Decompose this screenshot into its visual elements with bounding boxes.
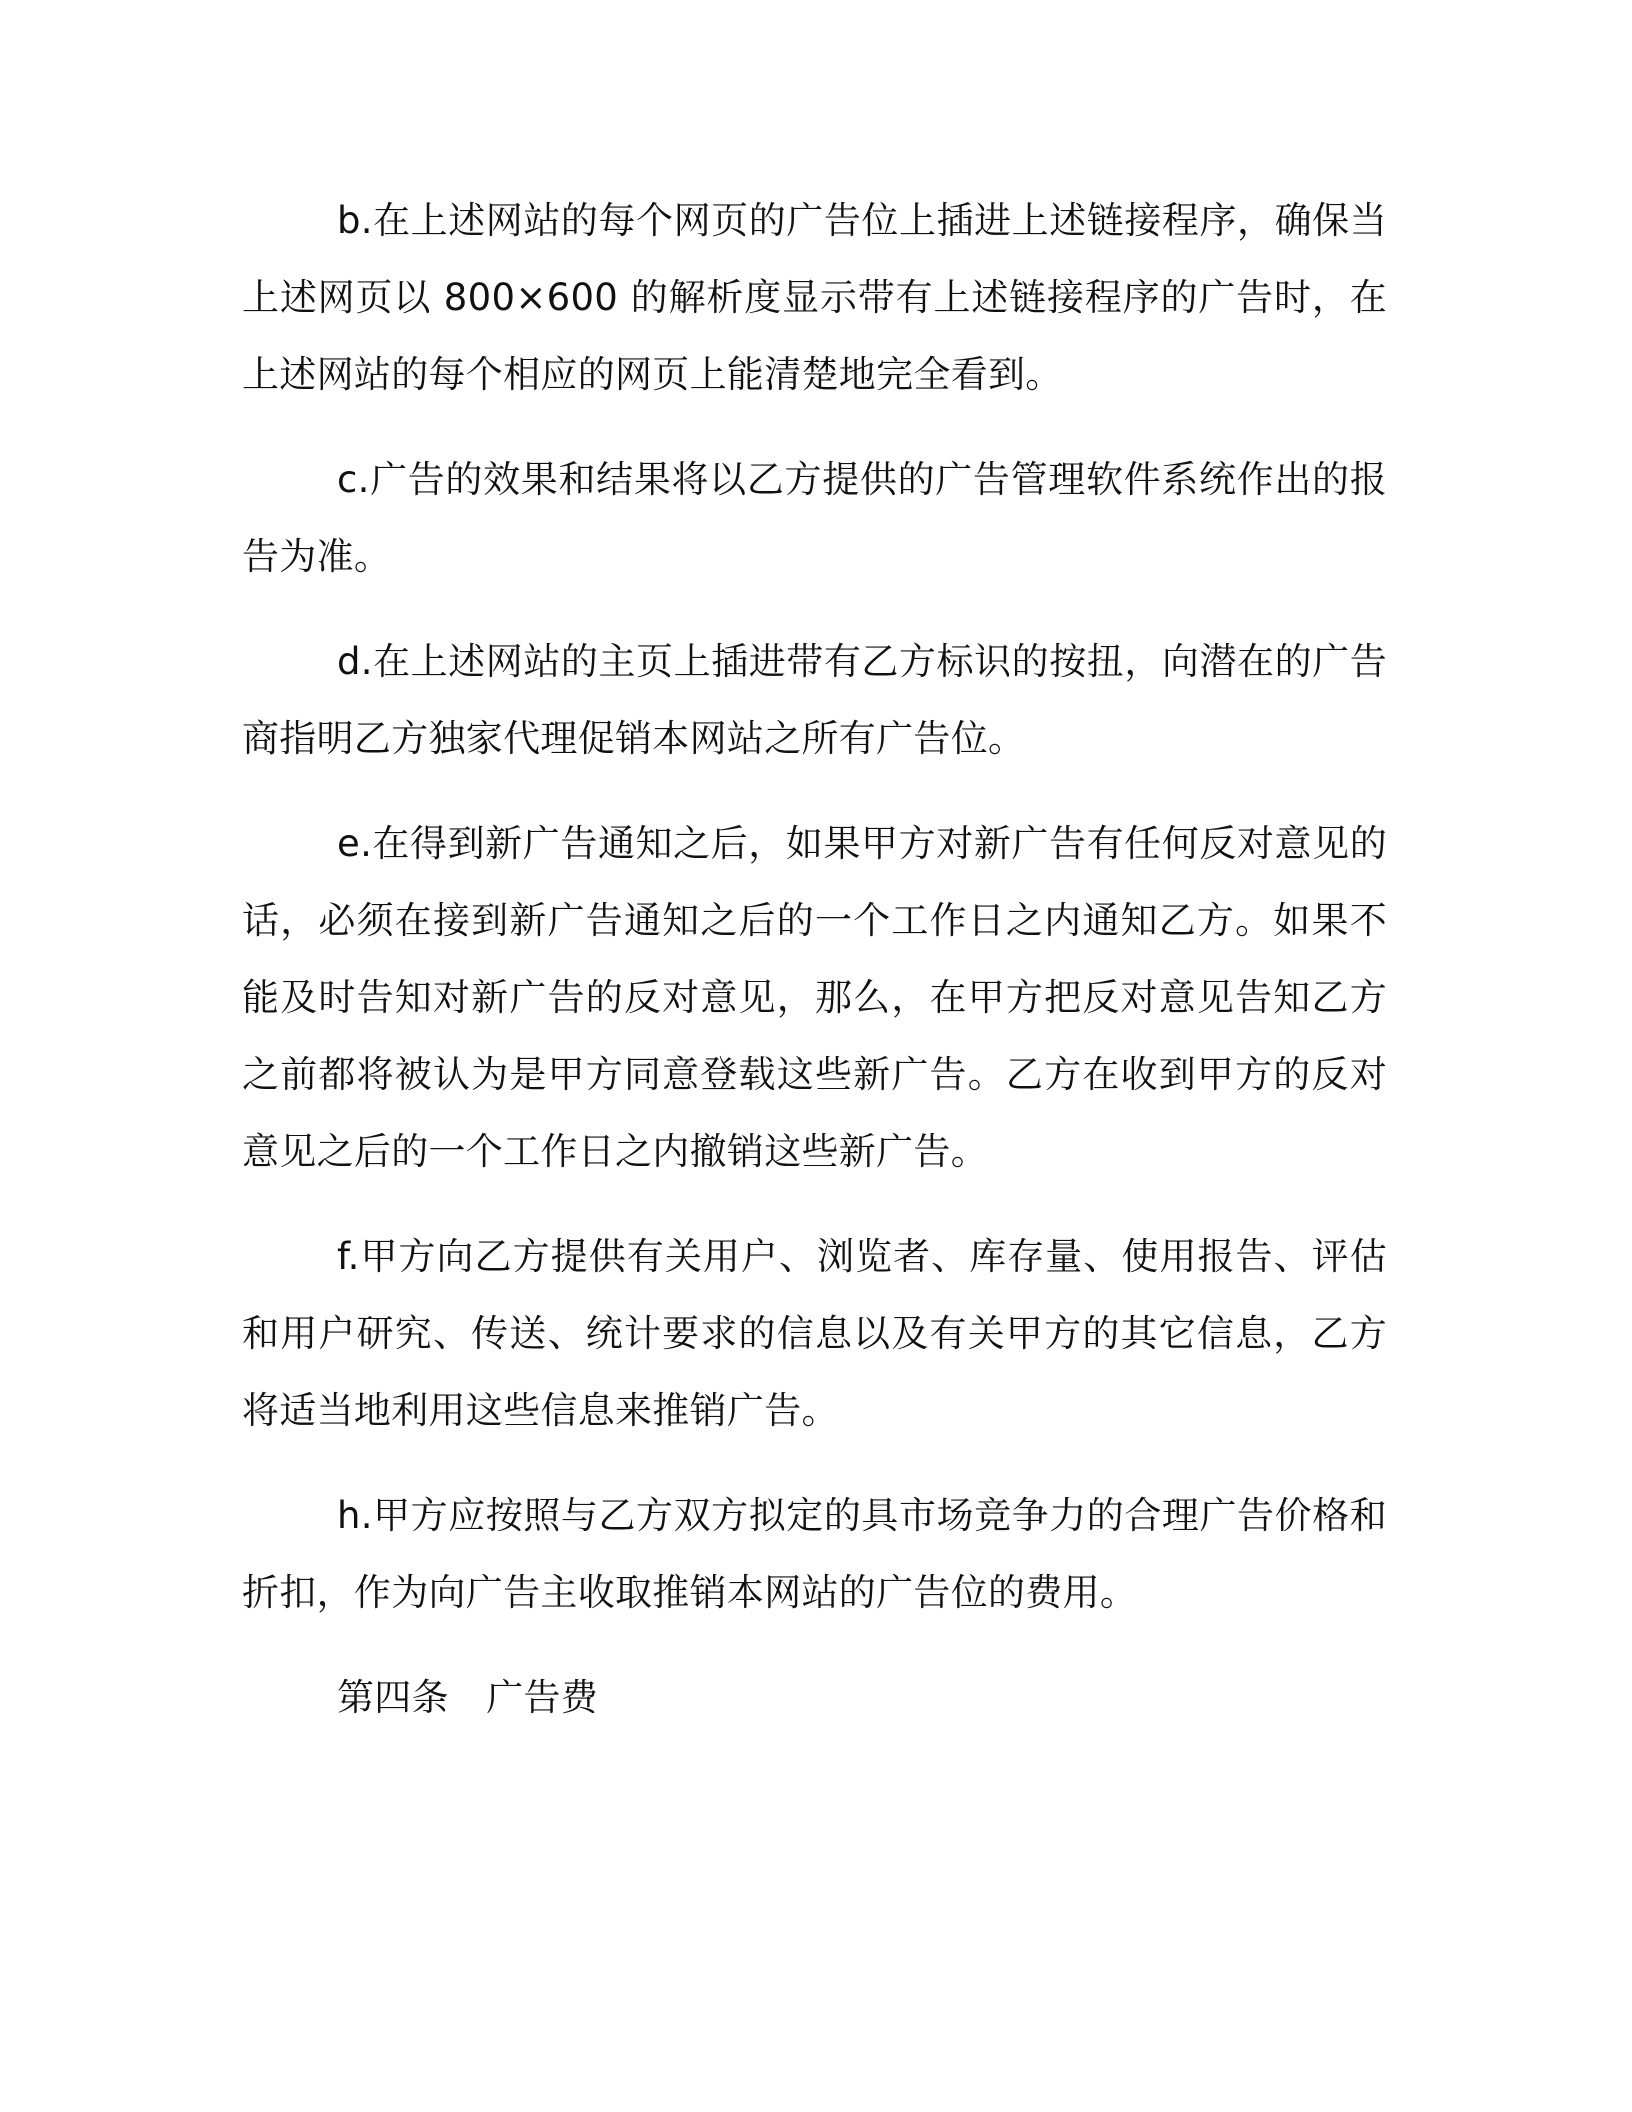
paragraph-d: d.在上述网站的主页上插进带有乙方标识的按扭，向潜在的广告商指明乙方独家代理促销本网站之所有广告位。 — [242, 640, 1387, 760]
paragraph-e: e.在得到新广告通知之后，如果甲方对新广告有任何反对意见的话，必须在接到新广告通知之后的一个工作日之内通知乙方。如果不能及时告知对新广告的反对意见，那么，在甲方把反对意见告知乙方之前都将被认为是甲方同意登载这些新广告。乙方在收到甲方的反对意见之后的一个工作日之内撤销这些新广告。 — [242, 822, 1387, 1173]
paragraph-c: c.广告的效果和结果将以乙方提供的广告管理软件系统作出的报告为准。 — [242, 458, 1387, 578]
document-body — [242, 182, 1387, 1736]
article-heading: 第四条 广告费 — [337, 1676, 599, 1719]
paragraph-f: f.甲方向乙方提供有关用户、浏览者、库存量、使用报告、评估和用户研究、传送、统计要求的信息以及有关甲方的其它信息，乙方将适当地利用这些信息来推销广告。 — [242, 1235, 1387, 1432]
paragraph-b: b.在上述网站的每个网页的广告位上插进上述链接程序，确保当上述网页以 800×600 的解析度显示带有上述链接程序的广告时，在上述网站的每个相应的网页上能清楚地完全看到。 — [242, 199, 1387, 396]
paragraph-h: h.甲方应按照与乙方双方拟定的具市场竞争力的合理广告价格和折扣，作为向广告主收取推销本网站的广告位的费用。 — [242, 1494, 1387, 1614]
